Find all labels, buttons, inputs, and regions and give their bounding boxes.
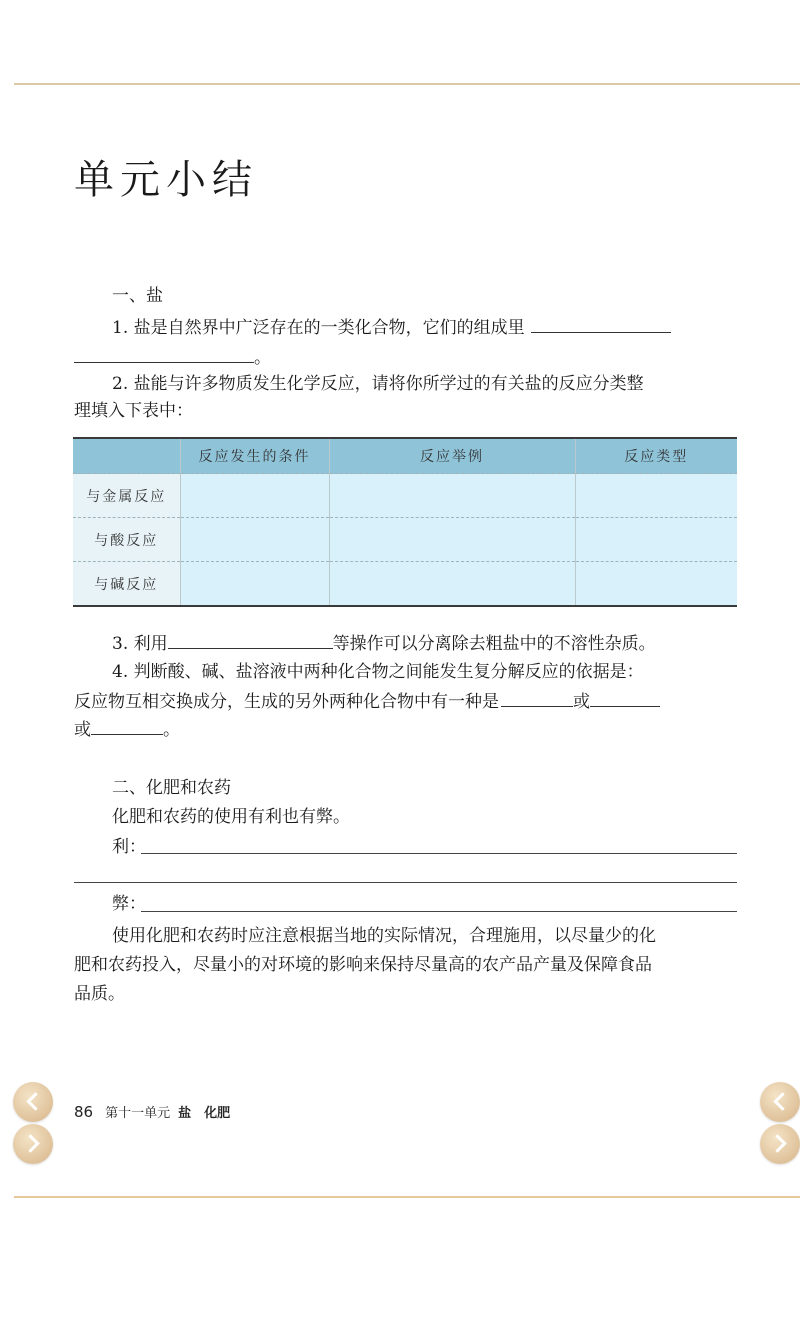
table-cell[interactable] [329, 474, 575, 518]
section-2-para-line2: 肥和农药投入，尽量小的对环境的影响来保持尽量高的农产品产量及保障食品 [74, 955, 652, 975]
page-number: 86 [74, 1103, 94, 1121]
table-header-row [73, 438, 737, 474]
table-cell[interactable] [575, 562, 737, 607]
reaction-table [73, 437, 737, 607]
question-2-line1: 2. 盐能与许多物质发生化学反应，请将你所学过的有关盐的反应分类整 [112, 374, 644, 394]
table-cell[interactable] [180, 518, 329, 562]
table-cell[interactable] [180, 474, 329, 518]
page-title: 单元小结 [74, 157, 258, 203]
pros-label: 利： [112, 837, 146, 857]
table-row [73, 562, 737, 607]
table-cell[interactable] [180, 562, 329, 607]
table-row [73, 474, 737, 518]
question-4-line1: 4. 判断酸、碱、盐溶液中两种化合物之间能发生复分解反应的依据是： [112, 662, 644, 682]
top-divider [14, 83, 800, 85]
question-4-line2: 反应物互相交换成分，生成的另外两种化合物中有一种是 或 [74, 690, 660, 713]
table-header-cell: 反应类型 [575, 438, 737, 474]
answer-blank[interactable] [91, 718, 163, 735]
section-2-para-line3: 品质。 [74, 984, 125, 1004]
answer-line[interactable] [141, 853, 737, 854]
table-header-cell [73, 438, 180, 474]
previous-page-icon[interactable] [760, 1082, 800, 1122]
section-heading-fertilizer: 二、化肥和农药 [112, 778, 231, 798]
row-label: 与酸反应 [73, 518, 180, 562]
cons-label: 弊： [112, 894, 146, 914]
answer-blank[interactable] [531, 316, 671, 333]
answer-blank[interactable] [168, 632, 333, 649]
answer-line[interactable] [74, 882, 737, 883]
answer-blank[interactable] [590, 690, 660, 707]
unit-label: 第十一单元 [105, 1106, 171, 1121]
next-page-icon[interactable] [13, 1124, 53, 1164]
page-footer [74, 1102, 230, 1121]
question-3: 3. 利用 等操作可以分离除去粗盐中的不溶性杂质。 [112, 634, 656, 654]
table-header-cell: 反应发生的条件 [180, 438, 329, 474]
bottom-divider [14, 1196, 800, 1198]
section-2-para-line1: 使用化肥和农药时应注意根据当地的实际情况，合理施用，以尽量少的化 [112, 926, 656, 946]
question-1 [112, 316, 671, 339]
question-1-text: 1. 盐是自然界中广泛存在的一类化合物，它们的组成里 [112, 318, 525, 338]
section-heading-salt: 一、盐 [112, 286, 163, 306]
question-2-line2: 理填入下表中： [74, 401, 193, 421]
table-cell[interactable] [575, 518, 737, 562]
table-cell[interactable] [575, 474, 737, 518]
answer-blank[interactable] [501, 690, 573, 707]
row-label: 与金属反应 [73, 474, 180, 518]
next-page-icon[interactable] [760, 1124, 800, 1164]
section-2-intro: 化肥和农药的使用有利也有弊。 [112, 807, 350, 827]
answer-blank[interactable] [74, 346, 254, 363]
question-1-cont: 。 [74, 346, 271, 369]
section-label: 盐 化肥 [178, 1106, 231, 1121]
answer-line[interactable] [141, 911, 737, 912]
row-label: 与碱反应 [73, 562, 180, 607]
table-row [73, 518, 737, 562]
table-cell[interactable] [329, 518, 575, 562]
previous-page-icon[interactable] [13, 1082, 53, 1122]
question-4-line3: 或 。 [74, 720, 180, 740]
table-header-cell: 反应举例 [329, 438, 575, 474]
table-cell[interactable] [329, 562, 575, 607]
